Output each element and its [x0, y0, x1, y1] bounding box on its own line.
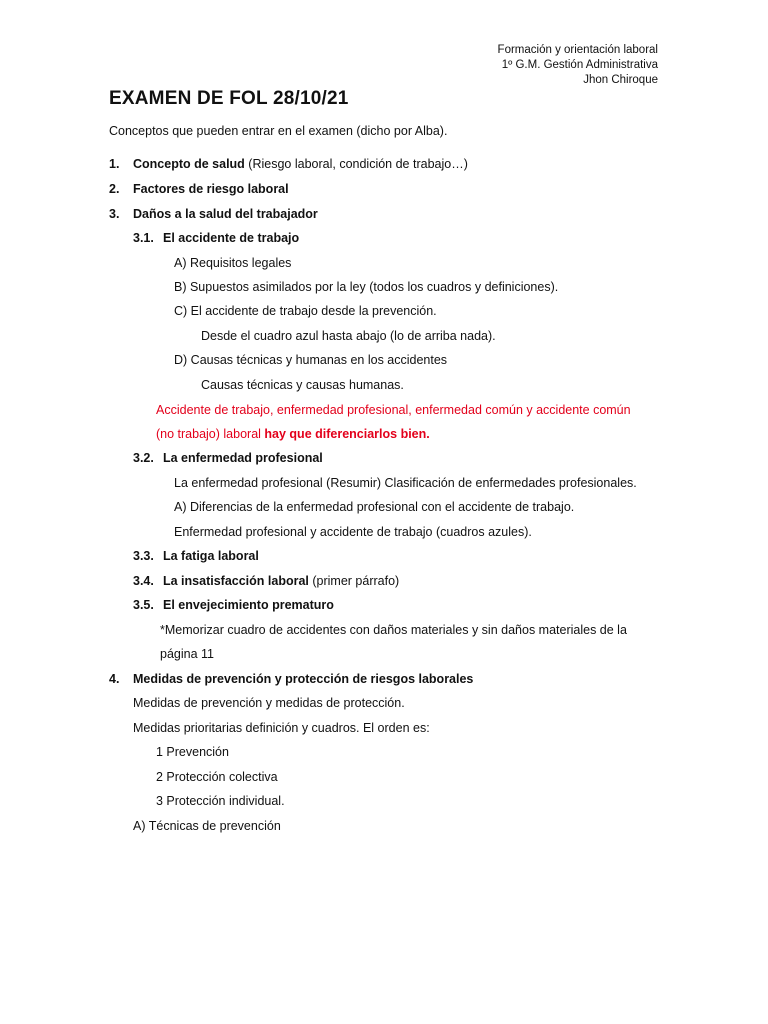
warning-note-emphasis: hay que diferenciarlos bien. — [264, 427, 430, 441]
list-number: 1. — [109, 157, 120, 171]
intro-text: Conceptos que pueden entrar en el examen (dicho por Alba). — [109, 124, 448, 138]
subitem-3-1-d-note: Causas técnicas y causas humanas. — [201, 378, 404, 392]
list-number: 3.2. — [133, 451, 154, 465]
list-number: 3.4. — [133, 574, 154, 588]
subitem-4-a: A) Técnicas de prevención — [133, 819, 281, 833]
subitem-4-line-1: Medidas de prevención y medidas de protección. — [133, 696, 405, 710]
priority-order-3: 3 Protección individual. — [156, 794, 285, 808]
list-item-4 — [109, 672, 473, 686]
memorize-note-line-2: página 11 — [160, 647, 214, 661]
header-subject: Formación y orientación laboral — [497, 44, 658, 56]
subitem-3-2-line-2: A) Diferencias de la enfermedad profesional con el accidente de trabajo. — [174, 500, 575, 514]
warning-note-line-2 — [156, 427, 430, 441]
document-header — [498, 43, 658, 88]
list-item-3 — [109, 207, 318, 221]
list-number: 2. — [109, 182, 120, 196]
list-item-3-4 — [133, 574, 399, 588]
list-item-heading: Factores de riesgo laboral — [133, 182, 289, 196]
list-item-heading: La insatisfacción laboral — [163, 574, 309, 588]
list-item-heading: Concepto de salud — [133, 157, 245, 171]
list-number: 3. — [109, 207, 120, 221]
list-item-3-2 — [133, 451, 323, 465]
list-item-2 — [109, 182, 289, 196]
subitem-3-2-line-1: La enfermedad profesional (Resumir) Clasificación de enfermedades profesionales. — [174, 476, 637, 490]
list-item-3-1 — [133, 231, 299, 245]
header-course: 1º G.M. Gestión Administrativa — [501, 59, 658, 71]
priority-order-2: 2 Protección colectiva — [156, 770, 278, 784]
priority-order-1: 1 Prevención — [156, 745, 229, 759]
subitem-3-1-a: A) Requisitos legales — [174, 256, 292, 270]
page-title: EXAMEN DE FOL 28/10/21 — [109, 88, 349, 109]
header-author: Jhon Chiroque — [583, 74, 658, 86]
list-item-3-3 — [133, 549, 259, 563]
warning-note-text: (no trabajo) laboral — [156, 427, 265, 441]
list-item-heading: El envejecimiento prematuro — [163, 598, 334, 612]
list-item-heading: La fatiga laboral — [163, 549, 259, 563]
list-item-1 — [109, 157, 468, 171]
list-item-heading: El accidente de trabajo — [163, 231, 300, 245]
subitem-3-1-b: B) Supuestos asimilados por la ley (todos los cuadros y definiciones). — [174, 280, 559, 294]
subitem-3-1-d: D) Causas técnicas y humanas en los accidentes — [174, 353, 448, 367]
list-item-heading: Medidas de prevención y protección de riesgos laborales — [133, 672, 474, 686]
subitem-3-1-c-note: Desde el cuadro azul hasta abajo (lo de arriba nada). — [201, 329, 496, 343]
memorize-note-line-1: *Memorizar cuadro de accidentes con daños materiales y sin daños materiales de la — [160, 623, 627, 637]
subitem-4-line-2: Medidas prioritarias definición y cuadros. El orden es: — [133, 721, 430, 735]
list-item-heading: La enfermedad profesional — [163, 451, 323, 465]
list-number: 3.3. — [133, 549, 154, 563]
subitem-3-2-line-3: Enfermedad profesional y accidente de trabajo (cuadros azules). — [174, 525, 532, 539]
list-item-detail: (Riesgo laboral, condición de trabajo…) — [244, 157, 468, 171]
list-item-3-5 — [133, 598, 334, 612]
list-number: 3.5. — [133, 598, 154, 612]
list-item-heading: Daños a la salud del trabajador — [133, 207, 318, 221]
list-number: 3.1. — [133, 231, 154, 245]
warning-note-line-1: Accidente de trabajo, enfermedad profesional, enfermedad común y accidente común — [156, 403, 631, 417]
list-number: 4. — [109, 672, 120, 686]
subitem-3-1-c: C) El accidente de trabajo desde la prevención. — [174, 304, 437, 318]
list-item-detail: (primer párrafo) — [308, 574, 400, 588]
